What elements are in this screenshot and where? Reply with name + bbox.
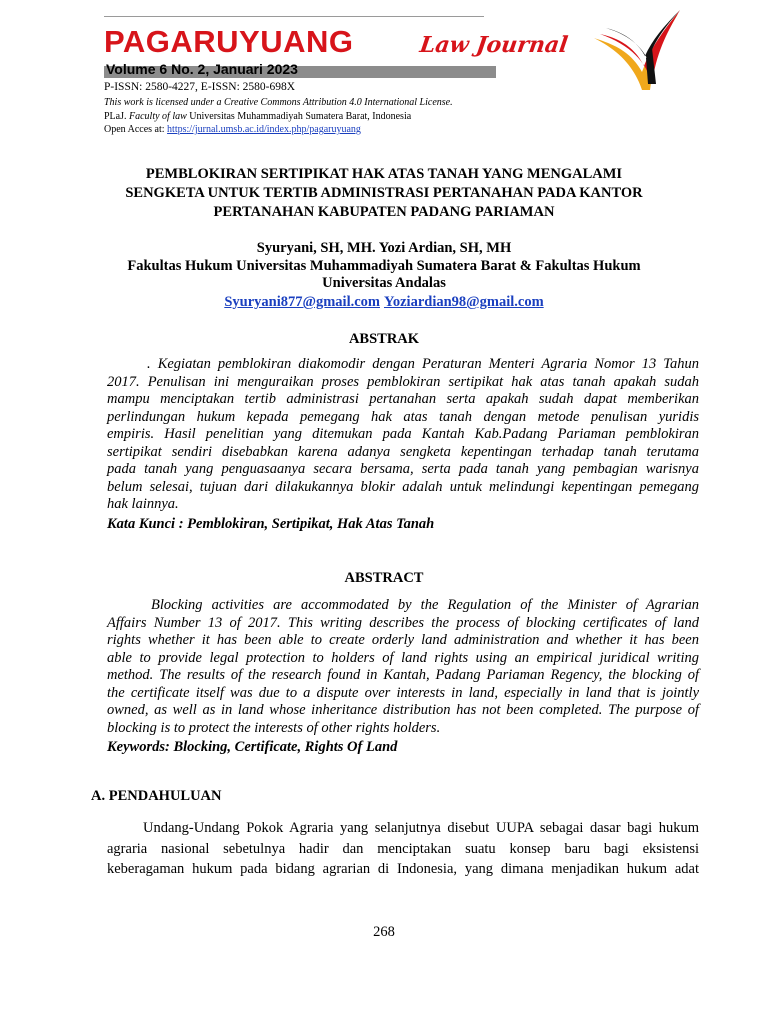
section-heading: A. PENDAHULUAN xyxy=(91,788,222,804)
abstrak-line: 2017. Penulisan ini menguraikan proses pemblokiran sertipikat hak atas tanah apakah sudah xyxy=(107,373,699,390)
abstract-line: blocking is to protect the interests of other rights holders. xyxy=(107,719,441,736)
abstract-line: rights whether it has been able to create orderly land administration and whether it has been xyxy=(107,632,699,648)
abstract-body xyxy=(107,597,699,737)
abstract-line: method. The results of the research found in Kantah, Padang Pariaman Regency, the blocking of xyxy=(107,667,699,683)
abstrak-line: mampu menciptakan tertib administrasi pertanahan serta apakah sudah dapat memberikan xyxy=(107,391,699,407)
author-names: Syuryani, SH, MH. Yozi Ardian, SH, MH xyxy=(256,240,512,256)
abstrak-keywords: Kata Kunci : Pemblokiran, Sertipikat, Hak Atas Tanah xyxy=(107,516,435,532)
body-line: agraria nasional sebetulnya hadir dan menciptakan suatu konsep baru bagi eksistensi xyxy=(107,840,699,857)
abstrak-line: belum selesai, tujuan dari dilakukannya blokir adalah untuk melindungi kepentingan pemegang xyxy=(107,478,699,495)
affiliation-university: Universitas Muhammadiyah Sumatera Barat, Indonesia xyxy=(189,111,412,122)
abstrak-line: hak lainnya. xyxy=(107,496,179,512)
title-line: SENGKETA UNTUK TERTIB ADMINISTRASI PERTANAHAN PADA KANTOR xyxy=(125,185,643,201)
abstrak-line: . Kegiatan pemblokiran diakomodir dengan Peraturan Menteri Agraria Nomor 13 Tahun xyxy=(147,356,699,372)
abstract-line: able to provide legal protection to holders of land rights using an empirical juridical writing xyxy=(107,649,699,666)
section-body xyxy=(107,818,699,880)
author-affiliation-line: Fakultas Hukum Universitas Muhammadiyah Sumatera Barat & Fakultas Hukum xyxy=(127,257,641,274)
body-line: keberagaman hukum pada bidang agrarian di Indonesia, yang dimana menjadikan hukum adat xyxy=(107,861,699,877)
issn-info: P-ISSN: 2580-4227, E-ISSN: 2580-698X xyxy=(104,81,296,93)
paper-title xyxy=(0,165,768,222)
affiliation-faculty: Faculty of law xyxy=(129,111,187,122)
abstract-line: owned, as well as in land whose inheritance distribution has not been completed. The purpose of xyxy=(107,702,699,718)
journal-masthead xyxy=(104,22,664,66)
abstract-keywords: Keywords: Blocking, Certificate, Rights Of Land xyxy=(107,739,398,755)
author-emails xyxy=(0,293,768,311)
journal-name: PAGARUYUANG xyxy=(104,24,354,59)
abstract-line: Affairs Number 13 of 2017. This writing describes the process of blocking certificates of land xyxy=(107,614,699,631)
abstract-line: the certificate itself was due to a dispute over interests in land, especially in land that is jointly xyxy=(107,684,699,701)
rumah-gadang-logo-icon xyxy=(592,10,682,94)
abstrak-line: empiris. Hasil penelitian yang ditemukan pada Kantah Kab.Padang Pariaman pemblokiran xyxy=(107,426,699,442)
author-affiliation-line: Universitas Andalas xyxy=(322,275,446,291)
abstrak-body xyxy=(107,356,699,514)
volume-info: Volume 6 No. 2, Januari 2023 xyxy=(106,61,298,77)
journal-url-link[interactable]: https://jurnal.umsb.ac.id/index.php/pagaruyuang xyxy=(167,124,361,135)
license-notice: This work is licensed under a Creative Commons Attribution 4.0 International License. xyxy=(104,97,453,108)
abstract-heading: ABSTRACT xyxy=(344,570,424,586)
abstrak-heading: ABSTRAK xyxy=(348,331,420,347)
journal-affiliation xyxy=(104,111,411,122)
affiliation-prefix: PLaJ. xyxy=(104,111,127,122)
abstract-line: Blocking activities are accommodated by the Regulation of the Minister of Agrarian xyxy=(151,597,699,613)
title-line: PERTANAHAN KABUPATEN PADANG PARIAMAN xyxy=(213,204,555,220)
journal-subtitle: Law Journal xyxy=(418,32,570,58)
page-number: 268 xyxy=(373,924,395,940)
open-access xyxy=(104,124,361,135)
email-link[interactable]: Syuryani877@gmail.com xyxy=(224,294,380,310)
author-block xyxy=(0,240,768,293)
title-line: PEMBLOKIRAN SERTIPIKAT HAK ATAS TANAH YANG MENGALAMI xyxy=(145,166,623,182)
body-line: Undang-Undang Pokok Agraria yang selanjutnya disebut UUPA sebagai dasar bagi hukum xyxy=(143,820,699,836)
abstrak-line: pada tanah yang penguasaanya secara bersama, serta pada tanah yang pembagian warisnya xyxy=(107,461,699,477)
email-link[interactable]: Yoziardian98@gmail.com xyxy=(383,294,544,310)
abstrak-line: perlindungan hukum kepada pemegang hak atas tanah dengan metode penulisan yuridis xyxy=(107,408,699,425)
access-label: Open Acces at: xyxy=(104,124,165,135)
header-rule xyxy=(104,16,484,17)
abstrak-line: sertipikat sendiri disebabkan karena adanya sengketa kepentingan terhadap tanah terutama xyxy=(107,443,699,460)
